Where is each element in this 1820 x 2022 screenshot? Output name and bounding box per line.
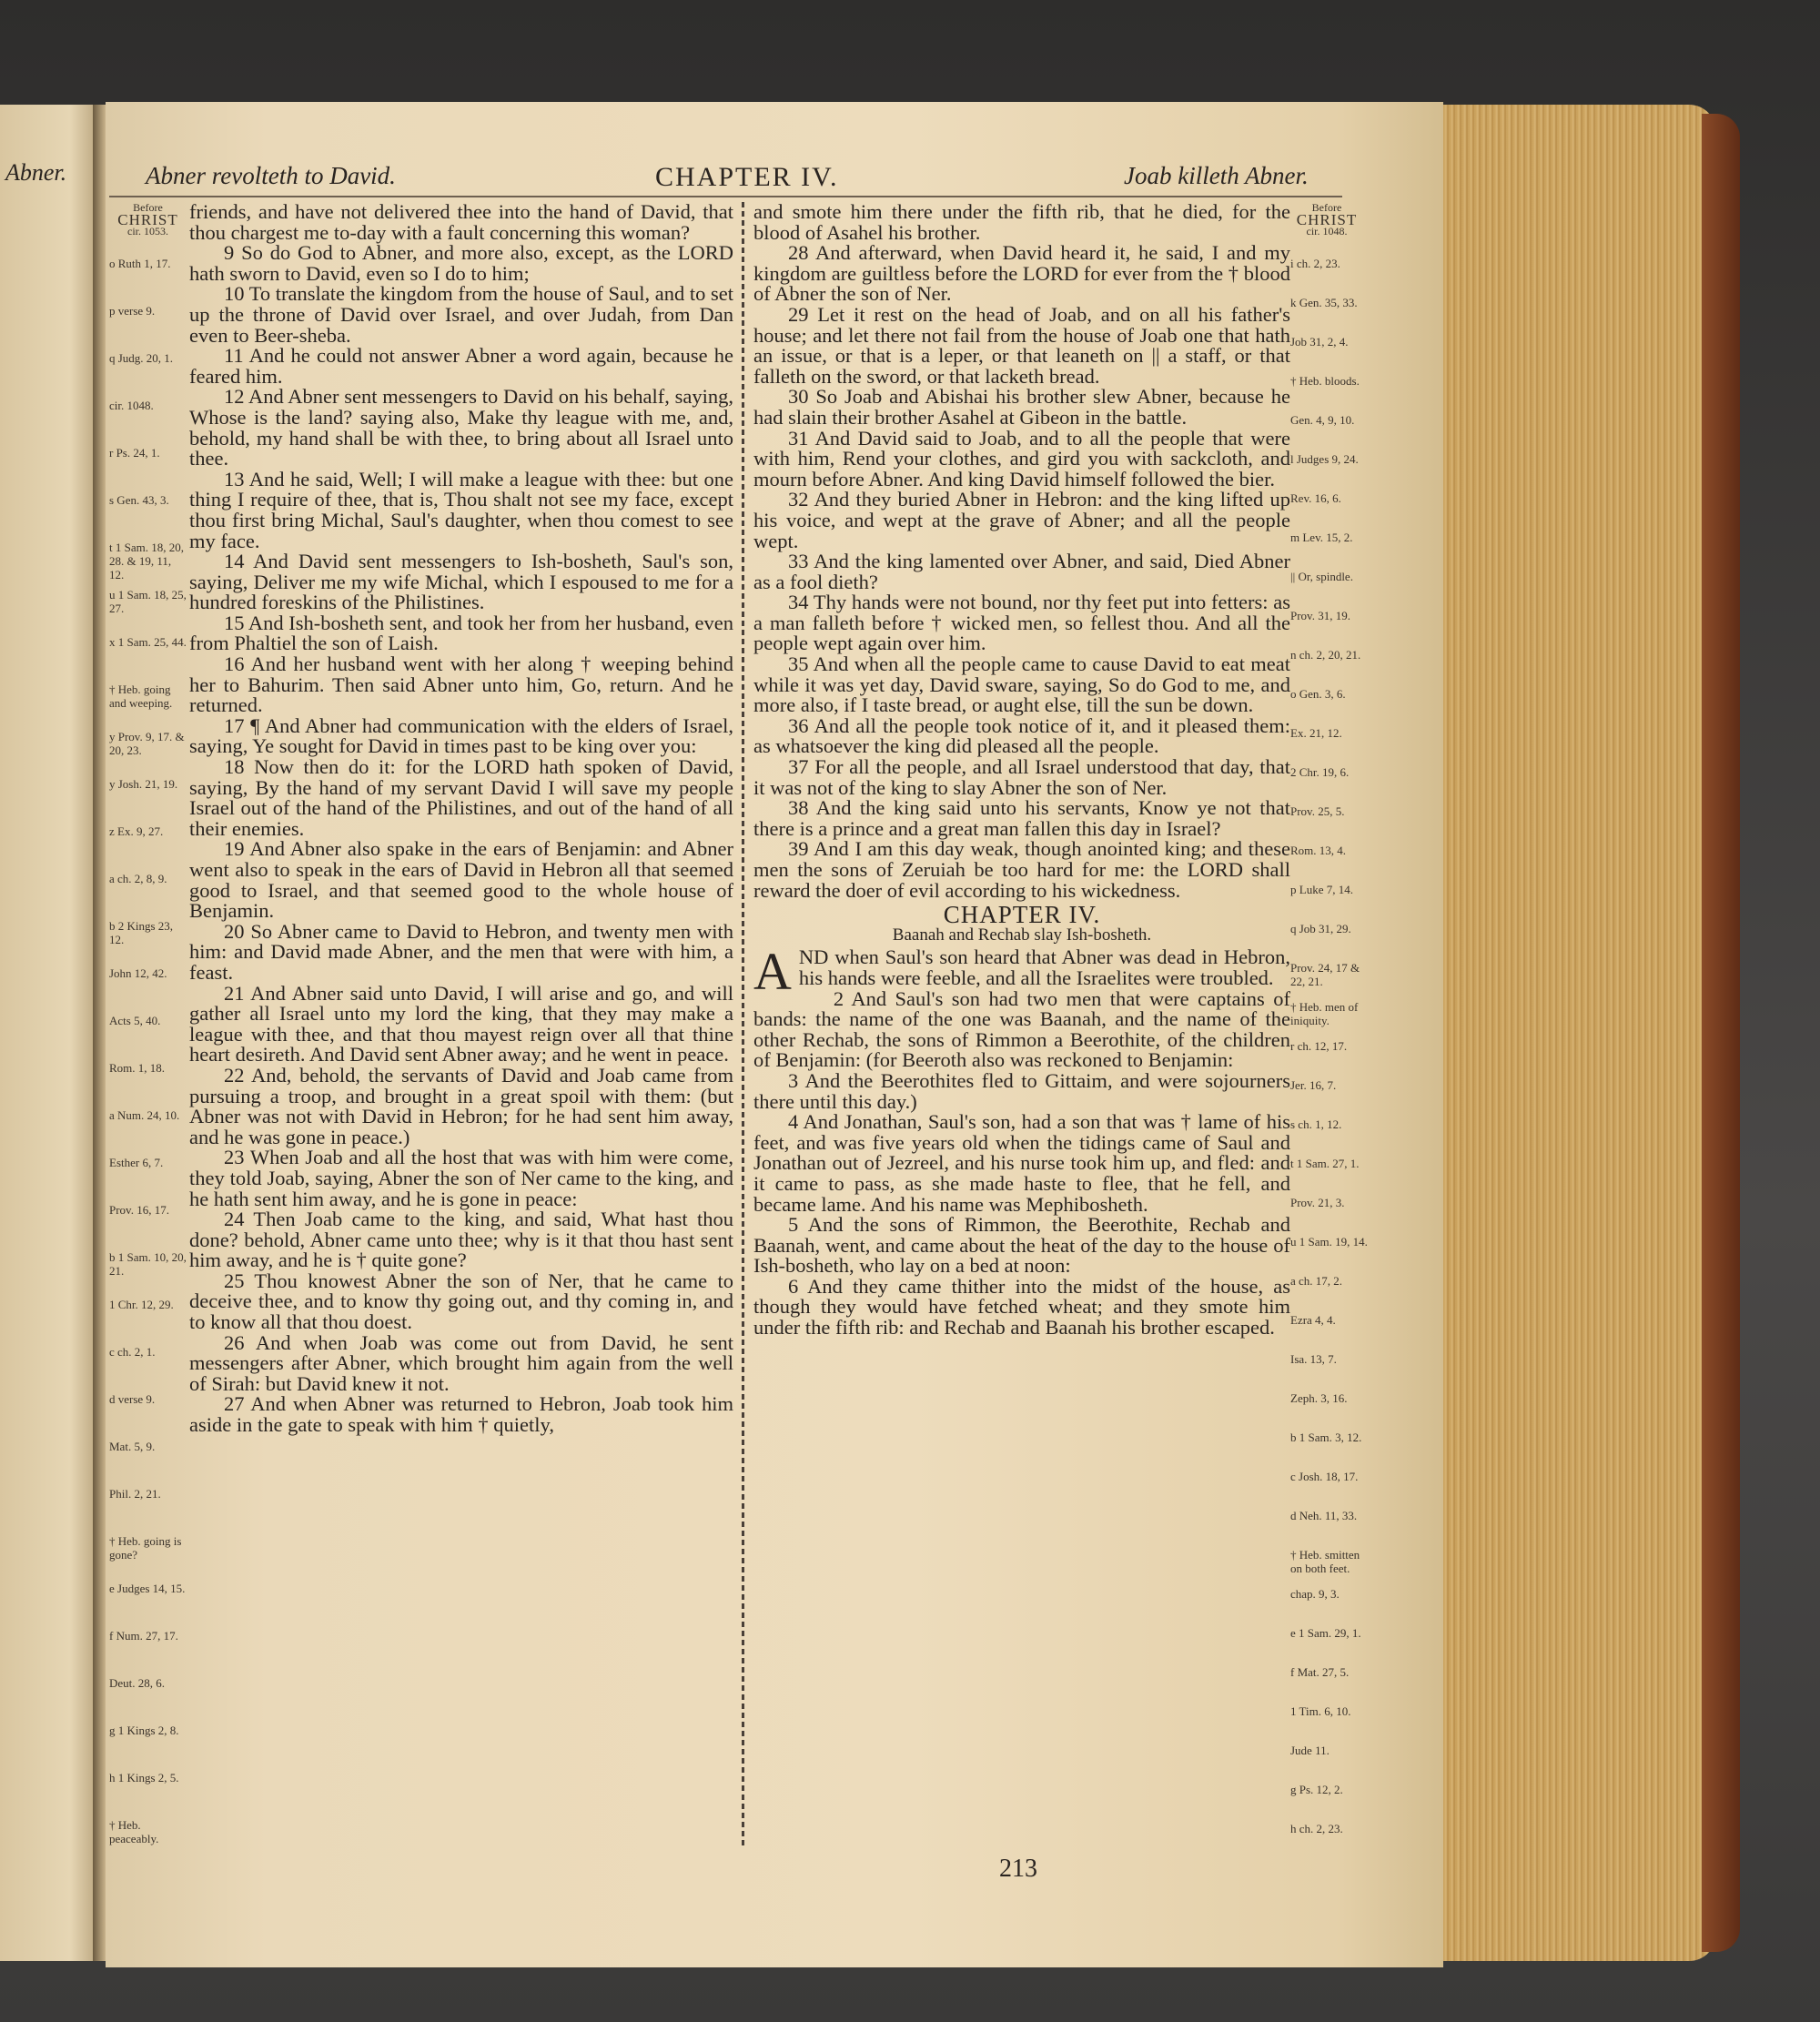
margin-reference: Zeph. 3, 16. — [1290, 1391, 1348, 1405]
book-gutter — [93, 105, 106, 1961]
margin-reference: Ex. 21, 12. — [1290, 726, 1342, 740]
margin-reference: f Mat. 27, 5. — [1290, 1665, 1350, 1679]
margin-reference: 1 Chr. 12, 29. — [109, 1298, 174, 1311]
verse: 32 And they buried Abner in Hebron: and the king lifted up his voice, and wept at the grave of Abner; and all the people wept. — [753, 488, 1290, 552]
margin-reference: h ch. 2, 23. — [1290, 1822, 1343, 1835]
margin-reference: Prov. 25, 5. — [1290, 804, 1345, 818]
margin-reference: Mat. 5, 9. — [109, 1440, 156, 1453]
margin-reference: i ch. 2, 23. — [1290, 257, 1340, 270]
before-christ-left: Before CHRIST cir. 1053. — [117, 201, 178, 238]
margin-reference: a Num. 24, 10. — [109, 1108, 180, 1122]
margin-reference: Prov. 31, 19. — [1290, 609, 1350, 622]
verse: and smote him there under the fifth rib, that he died, for the blood of Asahel his brother. — [753, 200, 1290, 244]
verse: 16 And her husband went with her along † weeping behind her to Bahurim. Then said Abner unto him, Go, return. And he returned. — [189, 652, 733, 717]
chapter-verses — [753, 986, 1290, 1340]
left-text-column — [189, 202, 733, 1436]
margin-reference: b 1 Sam. 3, 12. — [1290, 1431, 1362, 1444]
margin-reference: 1 Tim. 6, 10. — [1290, 1704, 1351, 1718]
verse: 26 And when Joab was come out from David, he sent messengers after Abner, which brought him again from the well of Sirah: but David knew it not. — [189, 1330, 733, 1395]
right-text-column — [753, 202, 1290, 1339]
margin-reference: b 2 Kings 23, 12. — [109, 919, 174, 946]
margin-reference: p verse 9. — [109, 304, 156, 318]
margin-reference: s Gen. 43, 3. — [109, 493, 169, 507]
verse: 20 So Abner came to David to Hebron, and twenty men with him: and David made Abner, and the men that were with him, a feast. — [189, 919, 733, 984]
margin-reference: † Heb. going and weeping. — [109, 682, 173, 710]
page-number: 213 — [999, 1855, 1037, 1883]
drop-cap: A — [753, 942, 792, 1002]
margin-reference: c Josh. 18, 17. — [1290, 1470, 1359, 1483]
verse: 24 Then Joab came to the king, and said, What hast thou done? behold, Abner came unto thee; why is it that thou hast sent him away, and he is † quite gone? — [189, 1208, 733, 1272]
margin-reference: h 1 Kings 2, 5. — [109, 1771, 179, 1784]
verse: 12 And Abner sent messengers to David on his behalf, saying, Whose is the land? saying also, Make thy league with me, and, behold, my hand shall be with thee, to bring about all Israel unto thee. — [189, 385, 733, 470]
margin-reference: Gen. 4, 9, 10. — [1290, 413, 1355, 427]
margin-reference: d verse 9. — [109, 1392, 156, 1406]
verse: 3 And the Beerothites fled to Gittaim, and were sojourners there until this day.) — [753, 1068, 1290, 1113]
margin-reference: a ch. 17, 2. — [1290, 1274, 1343, 1288]
verse: 37 For all the people, and all Israel understood that day, that it was not of the king to slay Abner the son of Ner. — [753, 755, 1290, 799]
verse: 30 So Joab and Abishai his brother slew Abner, because he had slain their brother Asahel at Gibeon in the battle. — [753, 385, 1290, 429]
verse: 21 And Abner said unto David, I will arise and go, and will gather all Israel unto my lord the king, that they may make a league with thee, and that thou mayest reign over all that thine heart desireth. And David sent Abner away; and he went in peace. — [189, 981, 733, 1067]
verse: 17 ¶ And Abner had communication with the elders of Israel, saying, Ye sought for David in times past to be king over you: — [189, 713, 733, 758]
verse: 11 And he could not answer Abner a word again, because he feared him. — [189, 344, 733, 388]
verse: 10 To translate the kingdom from the house of Saul, and to set up the throne of David over Israel, and over Judah, from Dan even to Beer-sheba. — [189, 282, 733, 347]
verse: 5 And the sons of Rimmon, the Beerothite, Rechab and Baanah, went, and came about the heat of the day to the house of Ish-bosheth, who lay on a bed at noon: — [753, 1213, 1290, 1278]
margin-reference: † Heb. men of iniquity. — [1290, 1000, 1359, 1027]
margin-reference: Rev. 16, 6. — [1290, 491, 1341, 505]
verse: 22 And, behold, the servants of David and Joab came from pursuing a troop, and brought in a great spoil with them: (but Abner was not with David in Hebron; for he had sent him away, and he was gone in peace.) — [189, 1063, 733, 1148]
margin-reference: u 1 Sam. 18, 25, 27. — [109, 588, 187, 615]
verse: friends, and have not delivered thee into the hand of David, that thou chargest me to-day with a fault concerning this woman? — [189, 200, 733, 244]
margin-reference: John 12, 42. — [109, 966, 167, 980]
margin-reference: cir. 1048. — [109, 399, 154, 412]
page-block-edge — [1443, 105, 1716, 1961]
previous-page-edge — [0, 105, 100, 1961]
column-divider — [742, 202, 744, 1849]
margin-reference: Ezra 4, 4. — [1290, 1313, 1336, 1327]
verse: 29 Let it rest on the head of Joab, and on all his father's house; and let there not fail from the house of Joab one that hath an issue, or that is a leper, or that leaneth on || a staff, or that falleth on the sword, or that lacketh bread. — [753, 302, 1290, 388]
running-head-right: Joab killeth Abner. — [1124, 162, 1309, 189]
running-head-center: CHAPTER IV. — [655, 162, 839, 192]
margin-reference: q Job 31, 29. — [1290, 922, 1351, 935]
margin-reference: Isa. 13, 7. — [1290, 1352, 1337, 1366]
margin-reference: r ch. 12, 17. — [1290, 1039, 1348, 1053]
verse: 34 Thy hands were not bound, nor thy feet put into fetters: as a man falleth before † wicked men, so fellest thou. And all the people wept again over him. — [753, 591, 1290, 655]
header-rule — [109, 196, 1342, 197]
margin-reference: s ch. 1, 12. — [1290, 1117, 1342, 1131]
margin-reference: Prov. 16, 17. — [109, 1203, 169, 1217]
verse: 2 And Saul's son had two men that were captains of bands: the name of the one was Baanah, and the name of the other Rechab, the sons of Rimmon a Beerothite, of the children of Benjamin: (for Beeroth also was reckoned to Benjamin: — [753, 986, 1290, 1072]
margin-reference: e 1 Sam. 29, 1. — [1290, 1626, 1361, 1640]
verse: 14 And David sent messengers to Ish-bosheth, Saul's son, saying, Deliver me my wife Michal, which I espoused to me for a hundred foreskins of the Philistines. — [189, 550, 733, 614]
margin-reference: Jude 11. — [1290, 1744, 1330, 1757]
margin-reference: o Ruth 1, 17. — [109, 257, 171, 270]
margin-reference: n ch. 2, 20, 21. — [1290, 648, 1361, 662]
verse: 18 Now then do it: for the LORD hath spoken of David, saying, By the hand of my servant David I will save my people Israel out of the hand of the Philistines, and out of the hand of all their enemies. — [189, 755, 733, 840]
verse: 25 Thou knowest Abner the son of Ner, that he came to deceive thee, and to know thy going out, and thy coming in, and to know all that thou doest. — [189, 1269, 733, 1334]
margin-reference: Esther 6, 7. — [109, 1156, 164, 1169]
verse: 6 And they came thither into the midst of the house, as though they would have fetched wheat; and they smote him under the fifth rib: and Rechab and Baanah his brother escaped. — [753, 1274, 1290, 1340]
margin-reference: q Judg. 20, 1. — [109, 351, 174, 365]
margin-reference: Prov. 24, 17 & 22, 21. — [1290, 961, 1360, 988]
verse: 35 And when all the people came to cause David to eat meat while it was yet day, David sware, saying, So do God to me, and more also, if I taste bread, or aught else, till the sun be down. — [753, 652, 1290, 717]
verse: 31 And David said to Joab, and to all the people that were with him, Rend your clothes, and gird you with sackcloth, and mourn before Abner. And king David himself followed the bier. — [753, 426, 1290, 490]
margin-reference: d Neh. 11, 33. — [1290, 1509, 1358, 1522]
margin-reference: t 1 Sam. 27, 1. — [1290, 1157, 1360, 1170]
margin-reference: chap. 9, 3. — [1290, 1587, 1340, 1601]
margin-reference: o Gen. 3, 6. — [1290, 687, 1346, 701]
margin-reference: c ch. 2, 1. — [109, 1345, 156, 1359]
margin-reference: y Prov. 9, 17. & 20, 23. — [109, 730, 185, 757]
margin-reference: p Luke 7, 14. — [1290, 883, 1353, 896]
verse: 38 And the king said unto his servants, Know ye not that there is a prince and a great man fallen this day in Israel? — [753, 796, 1290, 840]
margin-reference: r Ps. 24, 1. — [109, 446, 160, 460]
margin-reference: Deut. 28, 6. — [109, 1676, 166, 1690]
margin-reference: a ch. 2, 8, 9. — [109, 872, 167, 885]
verse: 33 And the king lamented over Abner, and said, Died Abner as a fool dieth? — [753, 550, 1290, 593]
margin-reference: Acts 5, 40. — [109, 1014, 161, 1027]
left-margin-notes — [109, 201, 187, 1845]
margin-reference: e Judges 14, 15. — [109, 1582, 186, 1595]
margin-reference: b 1 Sam. 10, 20, 21. — [109, 1250, 187, 1278]
margin-reference: Phil. 2, 21. — [109, 1487, 161, 1501]
margin-reference: † Heb. going is gone? — [109, 1534, 182, 1562]
verse: 36 And all the people took notice of it, and it pleased them: as whatsoever the king did pleased all the people. — [753, 713, 1290, 758]
right-margin-notes — [1290, 201, 1368, 1835]
verse: 39 And I am this day weak, though anointed king; and these men the sons of Zeruiah be too hard for me: the LORD shall reward the doer of evil according to his wickedness. — [753, 837, 1290, 902]
chapter-summary: Baanah and Rechab slay Ish-bosheth. — [892, 925, 1152, 945]
margin-reference: y Josh. 21, 19. — [109, 777, 178, 791]
margin-reference: f Num. 27, 17. — [109, 1629, 178, 1643]
verse: 13 And he said, Well; I will make a league with thee: but one thing I require of thee, that is, Thou shalt not see my face, except thou first bring Michal, Saul's daughter, when thou comest to see my face. — [189, 467, 733, 552]
running-head-left: Abner revolteth to David. — [146, 162, 396, 189]
margin-reference: † Heb. smitten on both feet. — [1290, 1548, 1360, 1575]
verse: 23 When Joab and all the host that was with him were come, they told Joab, saying, Abner the son of Ner came to the king, and he hath sent him away, and he is gone in peace: — [189, 1146, 733, 1210]
margin-reference: t 1 Sam. 18, 20, 28. & 19, 11, 12. — [109, 541, 184, 581]
margin-reference: Prov. 21, 3. — [1290, 1196, 1345, 1209]
chapter-heading: CHAPTER IV. — [943, 901, 1101, 929]
margin-reference: Rom. 13, 4. — [1290, 844, 1347, 857]
margin-reference: g 1 Kings 2, 8. — [109, 1724, 179, 1737]
margin-reference: Job 31, 2, 4. — [1290, 335, 1349, 349]
verse: 19 And Abner also spake in the ears of Benjamin: and Abner went also to speak in the ears of David in Hebron all that seemed good to Israel, and that seemed good to the whole house of Benjamin. — [189, 837, 733, 923]
before-christ-right: Before CHRIST cir. 1048. — [1296, 201, 1358, 238]
chapter-first-verse: AND when Saul's son heard that Abner was dead in Hebron, his hands were feeble, and all the Israelites were troubled. — [753, 942, 1290, 1002]
margin-reference: u 1 Sam. 19, 14. — [1290, 1235, 1368, 1249]
verse: 4 And Jonathan, Saul's son, had a son that was † lame of his feet, and was five years old when the tidings came of Saul and Jonathan out of Jezreel, and his nurse took him up, and fled: and it came to pass, as she made haste to flee, that he fell, and became lame. And his name was Mephibosheth. — [753, 1110, 1290, 1216]
margin-reference: g Ps. 12, 2. — [1290, 1783, 1343, 1796]
margin-reference: k Gen. 35, 33. — [1290, 296, 1358, 309]
right-column-verses — [753, 202, 1290, 901]
verse: 28 And afterward, when David heard it, he said, I and my kingdom are guiltless before the LORD for ever from the † blood of Abner the son of Ner. — [753, 241, 1290, 306]
book-cover — [1702, 114, 1740, 1952]
verse: 15 And Ish-bosheth sent, and took her from her husband, even from Phaltiel the son of Laish. — [189, 611, 733, 655]
margin-reference: Jer. 16, 7. — [1290, 1078, 1337, 1092]
verse: 27 And when Abner was returned to Hebron, Joab took him aside in the gate to speak with him † quietly, — [189, 1392, 733, 1437]
margin-reference: || Or, spindle. — [1290, 570, 1353, 583]
margin-reference: x 1 Sam. 25, 44. — [109, 635, 187, 649]
margin-reference: † Heb. peaceably. — [109, 1818, 159, 1845]
margin-reference: z Ex. 9, 27. — [109, 824, 164, 838]
margin-reference: † Heb. bloods. — [1290, 374, 1360, 388]
margin-reference: l Judges 9, 24. — [1290, 452, 1359, 466]
margin-reference: Rom. 1, 18. — [109, 1061, 166, 1075]
previous-page-header: Abner. — [5, 159, 67, 186]
verse: 9 So do God to Abner, and more also, except, as the LORD hath sworn to David, even so I do to him; — [189, 241, 733, 285]
margin-reference: 2 Chr. 19, 6. — [1290, 765, 1350, 779]
margin-reference: m Lev. 15, 2. — [1290, 531, 1353, 544]
